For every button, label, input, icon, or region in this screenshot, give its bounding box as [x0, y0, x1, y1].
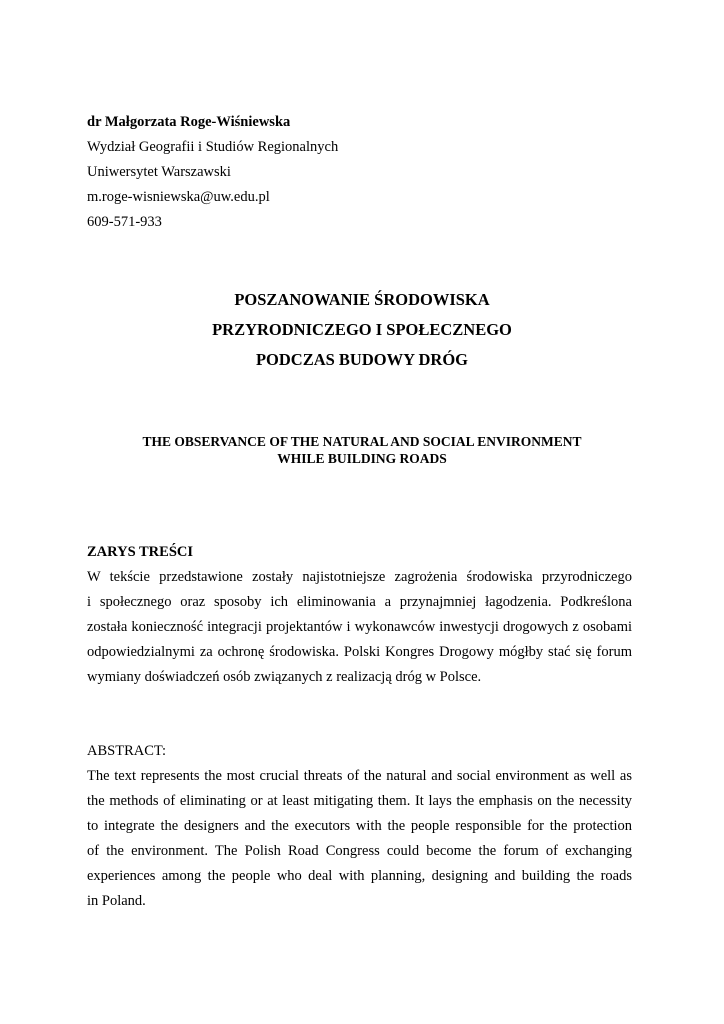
author-faculty: Wydział Geografii i Studiów Regionalnych: [87, 139, 339, 155]
english-abstract-line: of the environment. The Polish Road Congress could become the forum of exchanging: [87, 843, 632, 859]
author-email: m.roge-wisniewska@uw.edu.pl: [87, 189, 270, 205]
english-title-line: THE OBSERVANCE OF THE NATURAL AND SOCIAL ENVIRONMENT: [142, 434, 582, 449]
polish-summary: [87, 540, 632, 690]
author-name: dr Małgorzata Roge-Wiśniewska: [87, 114, 291, 130]
author-phone: 609-571-933: [87, 214, 162, 230]
english-abstract-line: to integrate the designers and the executors with the people responsible for the protection: [87, 818, 632, 834]
polish-summary-line: została konieczność integracji projektantów i wykonawców inwestycji drogowych z osobami: [87, 619, 632, 635]
author-info: [87, 110, 338, 235]
polish-summary-heading: ZARYS TREŚCI: [87, 544, 193, 560]
polish-summary-line: odpowiedzialnymi za ochronę środowiska. Polski Kongres Drogowy mógłby stać się forum: [87, 644, 632, 660]
english-abstract-line: in Poland.: [87, 893, 146, 909]
polish-title-line: POSZANOWANIE ŚRODOWISKA: [234, 290, 490, 309]
english-title: [0, 433, 724, 467]
polish-summary-line: i społecznego oraz sposoby ich eliminowania a przynajmniej łagodzenia. Podkreślona: [87, 594, 632, 610]
polish-title-line: PRZYRODNICZEGO I SPOŁECZNEGO: [212, 320, 512, 339]
english-abstract-line: The text represents the most crucial threats of the natural and social environment as well as: [87, 768, 632, 784]
english-abstract-line: the methods of eliminating or at least mitigating them. It lays the emphasis on the necessity: [87, 793, 632, 809]
polish-title: [0, 285, 724, 375]
author-university: Uniwersytet Warszawski: [87, 164, 231, 180]
polish-summary-line: wymiany doświadczeń osób związanych z realizacją dróg w Polsce.: [87, 669, 482, 685]
english-title-line: WHILE BUILDING ROADS: [277, 451, 447, 466]
english-abstract-line: experiences among the people who deal with planning, designing and building the roads: [87, 868, 632, 884]
english-abstract: [87, 739, 632, 914]
english-abstract-heading: ABSTRACT:: [87, 743, 167, 759]
polish-summary-line: W tekście przedstawione zostały najistotniejsze zagrożenia środowiska przyrodniczego: [87, 569, 632, 585]
polish-title-line: PODCZAS BUDOWY DRÓG: [255, 350, 469, 369]
